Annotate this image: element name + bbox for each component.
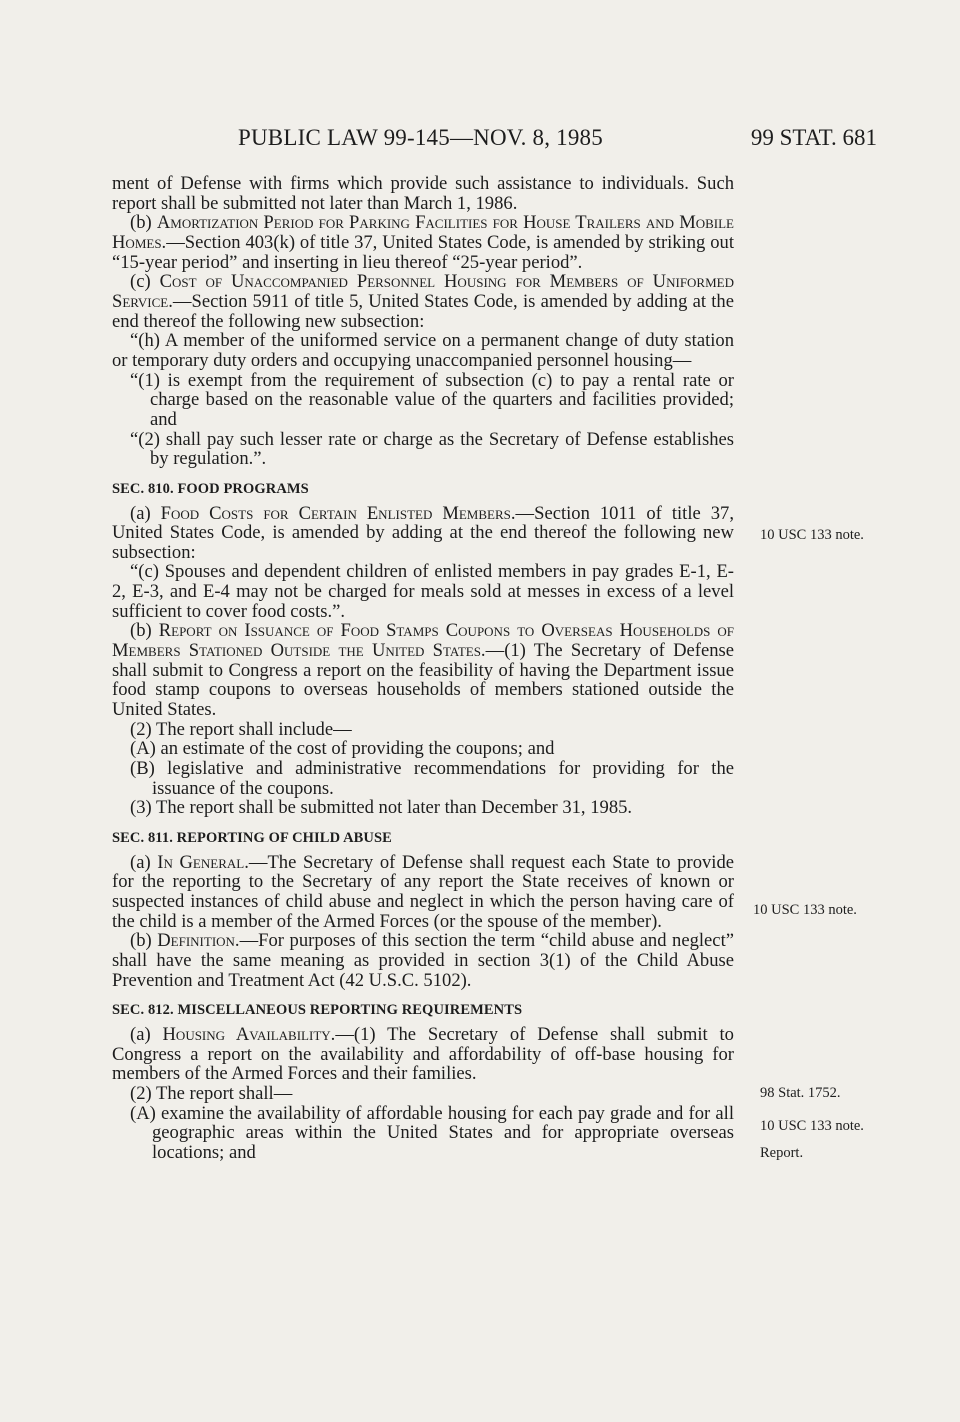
paragraph (112, 1025, 734, 1084)
paragraph: “(c) Spouses and dependent children of enlisted members in pay grades E-1, E-2, E-3, and E-4 may not be charged for meals sold at messes in excess of a level sufficient to cover food costs.”. (112, 561, 734, 622)
paragraph (112, 504, 734, 563)
paragraph-heading: Cost of Unaccompanied Personnel Housing for Members of Uniformed Service. (112, 271, 734, 312)
paragraph-heading: Definition. (157, 930, 240, 952)
margin-note: 98 Stat. 1752. (760, 1085, 841, 1101)
paragraph: (B) legislative and administrative recommendations for providing for the issuance of the coupons. (130, 758, 734, 799)
paragraph-text: —The Secretary of Defense shall request each State to provide for the reporting to the Secretary of any report the State receives of known or suspected instances of child abuse and neglect in which the person having care of the child is a member of the Armed Forces (or the spouse of the member). (112, 851, 734, 932)
document-body (112, 174, 734, 1163)
paragraph-text: —For purposes of this section the term “child abuse and neglect” shall have the same meaning as provided in section 3(1) of the Child Abuse Prevention and Treatment Act (42 U.S.C. 5102). (112, 930, 734, 991)
paragraph-heading: Housing Availability. (162, 1023, 336, 1045)
paragraph-label: (a) (130, 502, 161, 524)
paragraph: (2) The report shall include— (130, 718, 352, 740)
paragraph-text: —(1) The Secretary of Defense shall submit to Congress a report on the feasibility of having the Department issue food stamp coupons to overseas households of members stationed outside the United States. (112, 640, 734, 721)
margin-note: Report. (760, 1145, 804, 1161)
paragraph-heading: Amortization Period for Parking Facilities for House Trailers and Mobile Homes. (112, 212, 734, 253)
margin-note: 10 USC 133 note. (753, 902, 857, 918)
paragraph: (3) The report shall be submitted not later than December 31, 1985. (130, 797, 633, 819)
paragraph: (2) The report shall— (130, 1082, 293, 1104)
header-page-number: 99 STAT. 681 (750, 125, 877, 150)
paragraph (112, 621, 734, 719)
paragraph-text: —(1) The Secretary of Defense shall submit to Congress a report on the availability and affordability of off-base housing for members of the Armed Forces and their families. (112, 1023, 734, 1085)
paragraph-heading: Report on Issuance of Food Stamps Coupons to Overseas Households of Members Stationed Outside the United States. (112, 620, 734, 662)
paragraph-label: (a) (130, 1023, 163, 1045)
paragraph-label: (a) (130, 851, 158, 873)
paragraph-text: —Section 5911 of title 5, United States Code, is amended by adding at the end thereof the following new subsection: (112, 290, 734, 332)
margin-note: 10 USC 133 note. (760, 527, 864, 543)
paragraph (112, 931, 734, 990)
paragraph (112, 213, 734, 272)
paragraph (112, 853, 734, 932)
paragraph-text: —Section 403(k) of title 37, United States Code, is amended by striking out “15-year period” and inserting in lieu thereof “25-year period”. (112, 231, 734, 273)
paragraph: “(h) A member of the uniformed service on a permanent change of duty station or temporary duty orders and occupying unaccompanied personnel housing— (112, 330, 734, 371)
paragraph-heading: Food Costs for Certain Enlisted Members. (160, 502, 516, 524)
paragraph (112, 272, 734, 331)
paragraph: (A) an estimate of the cost of providing the coupons; and (130, 738, 555, 760)
section-heading-811: SEC. 811. REPORTING OF CHILD ABUSE (112, 830, 392, 846)
paragraph-label: (b) (130, 930, 158, 952)
paragraph-label: (c) (130, 271, 160, 293)
paragraph: (A) examine the availability of affordable housing for each pay grade and for all geographic areas within the United States and for appropriate overseas locations; and (130, 1102, 734, 1163)
paragraph-heading: In General. (157, 851, 249, 873)
paragraph-label: (b) (130, 620, 159, 642)
margin-note: 10 USC 133 note. (760, 1118, 864, 1134)
page-header (112, 125, 877, 155)
paragraph: “(2) shall pay such lesser rate or charge as the Secretary of Defense establishes by regulation.”. (130, 428, 734, 470)
paragraph-label: (b) (130, 212, 157, 234)
paragraph: ment of Defense with firms which provide such assistance to individuals. Such report shall be submitted not later than March 1, 1986. (112, 173, 734, 214)
paragraph-text: —Section 1011 of title 37, United States Code, is amended by adding at the end thereof the following new subsection: (112, 502, 734, 563)
paragraph: “(1) is exempt from the requirement of subsection (c) to pay a rental rate or charge based on the reasonable value of the quarters and facilities provided; and (130, 369, 734, 430)
header-title: PUBLIC LAW 99-145—NOV. 8, 1985 (238, 125, 603, 150)
section-heading-812: SEC. 812. MISCELLANEOUS REPORTING REQUIREMENTS (112, 1002, 523, 1019)
section-heading-810: SEC. 810. FOOD PROGRAMS (112, 480, 309, 497)
